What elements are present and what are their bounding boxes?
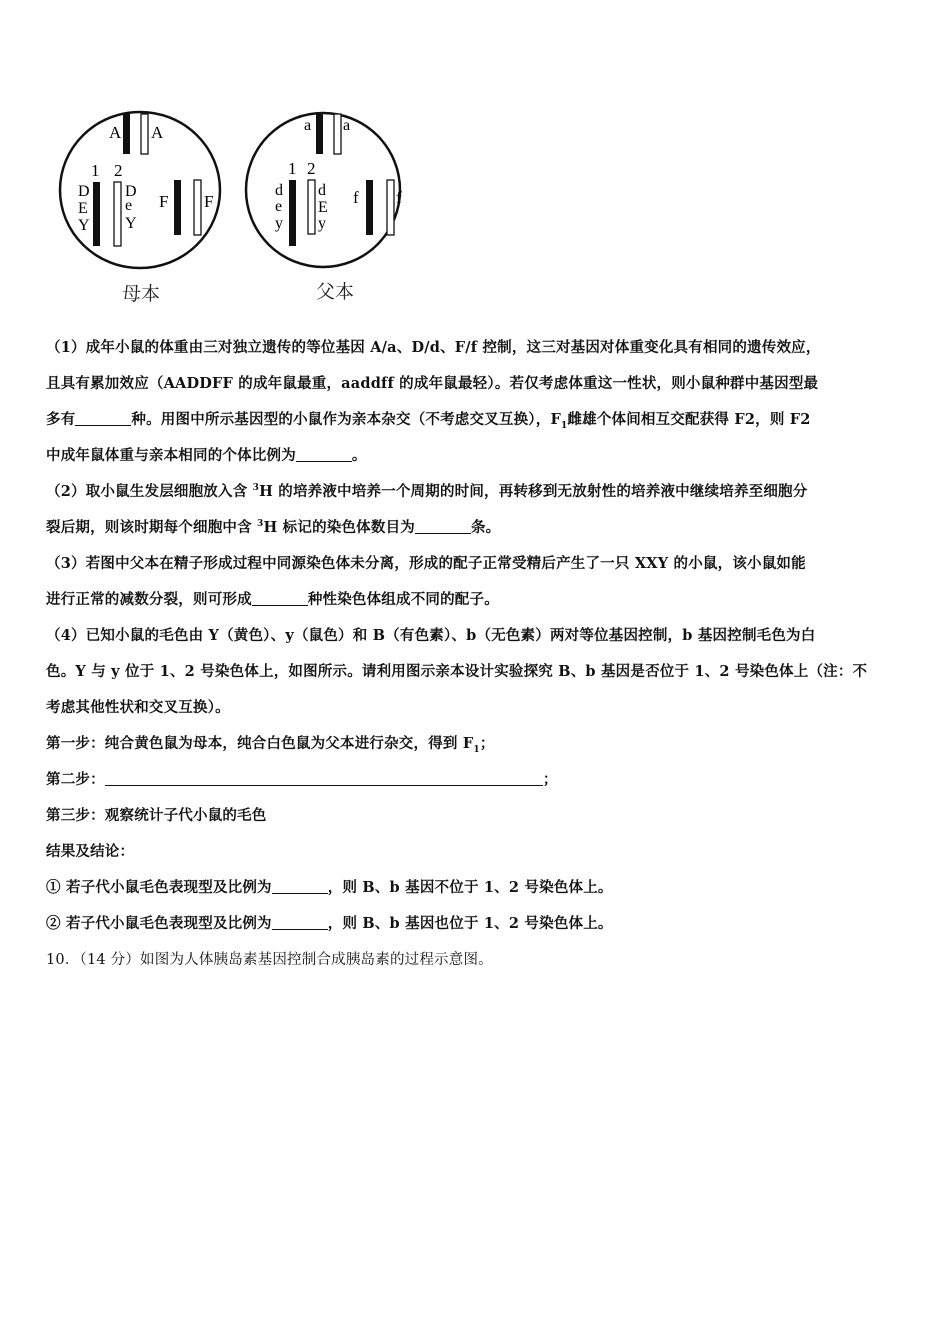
q1-line3-text-c: 雌雄个体间相互交配获得 F2，则 F2 <box>567 411 811 428</box>
mother-gene-f-left: F <box>159 192 169 211</box>
mother-gene-a-left: A <box>109 123 122 142</box>
father-gene-a-left: a <box>304 117 312 134</box>
q2-line2-text-a: 裂后期，则该时期每个细胞中含 <box>46 519 258 536</box>
chromosome-figure <box>48 100 408 310</box>
mother-chr1-gene-1: D <box>78 183 90 200</box>
father-chr2-gene-2: E <box>318 199 328 216</box>
q4-step2-text-a: 第二步： <box>46 771 105 788</box>
question-text <box>46 330 908 978</box>
mother-cell <box>60 112 220 305</box>
mother-gene-f-right: F <box>204 192 214 211</box>
father-chromosome-number-1: 1 <box>288 159 297 178</box>
q2-line1-text-b: H 的培养液中培养一个周期的时间，再转移到无放射性的培养液中继续培养至细胞分 <box>259 483 808 500</box>
q10-line: 10．（14 分）如图为人体胰岛素基因控制合成胰岛素的过程示意图。 <box>46 952 493 968</box>
q4-subscript: 1 <box>473 744 480 755</box>
q4-result-heading: 结果及结论： <box>46 843 135 860</box>
q4-step1 <box>46 726 908 762</box>
q1-line4 <box>46 438 908 474</box>
mother-chromosome-number-1: 1 <box>91 161 100 180</box>
mother-chromosome-f-right <box>194 180 201 235</box>
mother-gene-a-right: A <box>151 123 164 142</box>
q3-line2-text-b: 种性染色体组成不同的配子。 <box>307 591 499 608</box>
q1-line1: （1）成年小鼠的体重由三对独立遗传的等位基因 A/a、D/d、F/f 控制，这三对基因对体重变化具有相同的遗传效应， <box>46 339 821 356</box>
q3-line2 <box>46 582 908 618</box>
q2-line2 <box>46 510 908 546</box>
q2-superscript: 3 <box>252 483 260 494</box>
father-chromosome-f-left <box>366 180 373 235</box>
mother-chromosome-1 <box>93 182 100 246</box>
q2-line2-text-c: 条。 <box>470 519 501 536</box>
q4-r1-text-b: ，则 B、b 基因不位于 1、2 号染色体上。 <box>327 879 613 896</box>
answer-blank[interactable] <box>415 519 471 534</box>
mother-chr1-gene-3: Y <box>78 217 90 234</box>
mother-chromosome-a-right <box>141 114 148 154</box>
q4-step2 <box>46 762 908 798</box>
q2-line2-text-b: H 标记的染色体数目为 <box>263 519 415 536</box>
mother-chromosome-2 <box>114 182 121 246</box>
q4-r2-text-a: ② 若子代小鼠毛色表现型及比例为 <box>46 915 272 932</box>
father-gene-f-left: f <box>353 188 359 207</box>
q2-superscript: 3 <box>257 519 264 530</box>
mother-chromosome-a-left <box>123 114 130 154</box>
father-chr2-gene-1: d <box>318 182 326 199</box>
answer-blank[interactable] <box>296 447 352 462</box>
father-chromosome-1 <box>289 180 296 246</box>
q4-step2-text-b: ； <box>542 771 558 788</box>
father-gene-a-right: a <box>343 117 351 134</box>
q3-line2-text-a: 进行正常的减数分裂，则可形成 <box>46 591 252 608</box>
answer-blank[interactable] <box>252 591 308 606</box>
father-caption: 父本 <box>316 282 355 303</box>
q1-line3-text-b: 种。用图中所示基因型的小鼠作为亲本杂交（不考虑交叉互换），F <box>131 411 561 428</box>
mother-chromosome-f-left <box>174 180 181 235</box>
mother-chr2-gene-1: D <box>125 183 137 200</box>
father-cell <box>246 113 402 303</box>
q1-line4-text-a: 中成年鼠体重与亲本相同的个体比例为 <box>46 447 296 464</box>
mother-caption: 母本 <box>122 284 161 305</box>
q4-r1-text-a: ① 若子代小鼠毛色表现型及比例为 <box>46 879 272 896</box>
father-chromosome-a-left <box>316 114 323 154</box>
q4-result-2 <box>46 906 908 942</box>
q4-step1-text-b: ； <box>479 735 495 752</box>
q4-result-1 <box>46 870 908 906</box>
answer-blank[interactable] <box>105 771 543 786</box>
q1-line2: 且具有累加效应（AADDFF 的成年鼠最重，aaddff 的成年鼠最轻）。若仅考虑体重这一性状，则小鼠种群中基因型最 <box>46 375 819 392</box>
mother-chr2-gene-3: Y <box>125 215 137 232</box>
q4-line1: （4）已知小鼠的毛色由 Y（黄色）、y（鼠色）和 B（有色素）、b（无色素）两对等位基因控制，b 基因控制毛色为白 <box>46 627 816 644</box>
q2-line1-text-a: （2）取小鼠生发层细胞放入含 <box>46 483 253 500</box>
father-chr1-gene-2: e <box>275 198 283 215</box>
father-chr2-gene-3: y <box>318 215 326 232</box>
father-gene-f-right: f <box>396 188 402 207</box>
chromosome-diagram <box>48 100 408 310</box>
q4-line2: 色。Y 与 y 位于 1、2 号染色体上，如图所示。请利用图示亲本设计实验探究 B、b 基因是否位于 1、2 号染色体上（注：不 <box>46 663 868 680</box>
q3-line1: （3）若图中父本在精子形成过程中同源染色体未分离，形成的配子正常受精后产生了一只 XXY 的小鼠，该小鼠如能 <box>46 555 806 572</box>
q1-line4-text-b: 。 <box>351 447 367 464</box>
answer-blank[interactable] <box>272 879 328 894</box>
q1-subscript: 1 <box>560 420 568 431</box>
q4-line3: 考虑其他性状和交叉互换）。 <box>46 699 230 716</box>
mother-chromosome-number-2: 2 <box>114 161 123 180</box>
mother-chr1-gene-2: E <box>78 200 88 217</box>
father-chromosome-2 <box>308 180 315 234</box>
q4-r2-text-b: ，则 B、b 基因也位于 1、2 号染色体上。 <box>327 915 613 932</box>
q1-line3 <box>46 402 908 438</box>
answer-blank[interactable] <box>272 915 328 930</box>
father-chromosome-number-2: 2 <box>307 159 316 178</box>
father-chromosome-f-right <box>387 180 394 235</box>
father-chromosome-a-right <box>334 114 341 154</box>
father-chr1-gene-1: d <box>275 182 283 199</box>
answer-blank[interactable] <box>75 411 131 426</box>
mother-chr2-gene-2: e <box>125 197 133 214</box>
father-chr1-gene-3: y <box>275 215 283 232</box>
q4-step1-text-a: 第一步：纯合黄色鼠为母本，纯合白色鼠为父本进行杂交，得到 F <box>46 735 474 752</box>
q1-line3-text-a: 多有 <box>46 411 76 428</box>
q4-step3: 第三步：观察统计子代小鼠的毛色 <box>46 807 267 824</box>
q2-line1 <box>46 474 908 510</box>
